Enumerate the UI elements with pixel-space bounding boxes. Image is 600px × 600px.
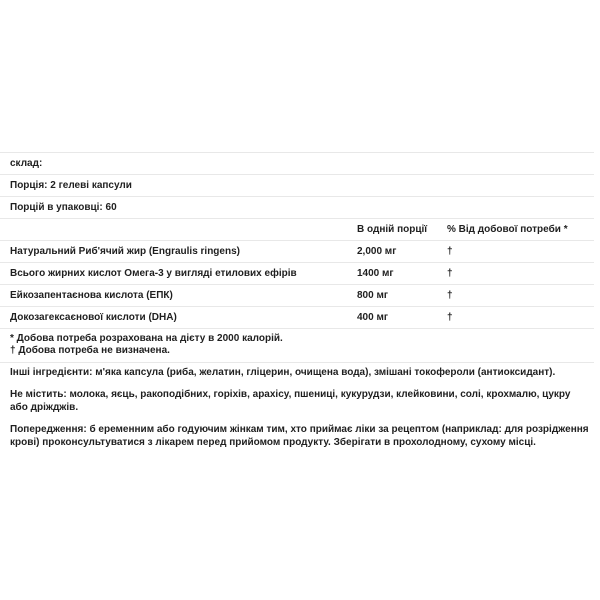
table-row <box>0 284 594 306</box>
nutrient-daily-value: † <box>447 246 453 257</box>
composition-row <box>0 152 594 174</box>
nutrient-name: Натуральний Риб'ячий жир (Engraulis ringens) <box>10 246 240 257</box>
nutrient-daily-value: † <box>447 268 453 279</box>
table-header-row <box>0 218 594 240</box>
nutrient-daily-value: † <box>447 290 453 301</box>
nutrient-amount: 1400 мг <box>357 268 394 279</box>
nutrient-name: Всього жирних кислот Омега-3 у вигляді етилових ефірів <box>10 268 297 279</box>
nutrient-amount: 400 мг <box>357 312 389 323</box>
servings-per-container-row <box>0 196 594 218</box>
serving-size-row <box>0 174 594 196</box>
table-row <box>0 240 594 262</box>
column-header-per-serving: В одній порції <box>357 224 428 235</box>
supplement-facts <box>0 152 594 363</box>
column-header-daily-value: % Від добової потреби * <box>447 224 568 235</box>
serving-size-label: Порція: 2 гелеві капсули <box>10 180 132 191</box>
allergen-statement: Не містить: молока, яєць, ракоподібних, горіхів, арахісу, пшениці, кукурудзи, клейковини, солі, крохмалю, цукру або дріжджів. <box>10 389 571 413</box>
composition-label: склад: <box>10 158 43 169</box>
table-row <box>0 262 594 284</box>
footnote-daily-value: * Добова потреба розрахована на дієту в 2000 калорій. <box>10 333 283 344</box>
warning-statement: Попередження: б еременним або годуючим жінкам тим, хто приймає ліки за рецептом (наприклад: для розрідження крові) проконсультуватися з лікарем перед прийомом продукту. Зберігати в прохолодному, сухому місці. <box>10 424 589 448</box>
other-ingredients: Інші інгредієнти: м'яка капсула (риба, желатин, гліцерин, очищена вода), змішані токофероли (антиоксидант). <box>10 367 556 378</box>
nutrient-daily-value: † <box>447 312 453 323</box>
table-row <box>0 306 594 328</box>
servings-per-container-label: Порцій в упаковці: 60 <box>10 202 117 213</box>
nutrient-name: Докозагексаєнової кислоти (DHA) <box>10 312 177 323</box>
nutrient-name: Ейкозапентаєнова кислота (ЕПК) <box>10 290 173 301</box>
footnote-not-established: † Добова потреба не визначена. <box>10 345 170 356</box>
nutrient-amount: 800 мг <box>357 290 389 301</box>
nutrient-amount: 2,000 мг <box>357 246 397 257</box>
footnotes <box>0 328 594 363</box>
